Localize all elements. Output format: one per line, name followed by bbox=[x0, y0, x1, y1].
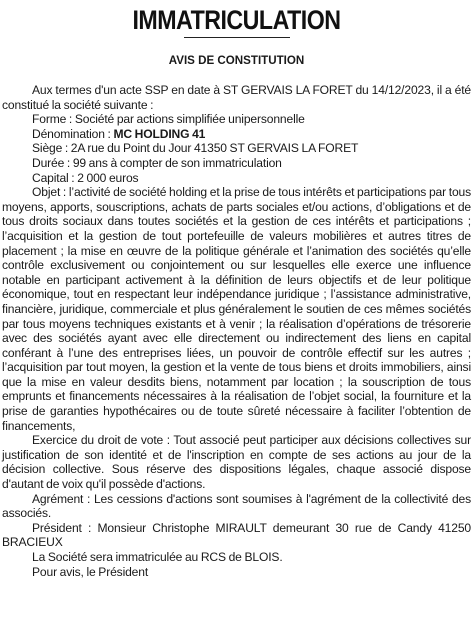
denomination-line bbox=[2, 127, 471, 142]
siege-line: Siège : 2A rue du Point du Jour 41350 ST GERVAIS LA FORET bbox=[32, 141, 359, 156]
heading-underline bbox=[184, 37, 290, 38]
company-name: MC HOLDING 41 bbox=[113, 126, 206, 141]
notice-body bbox=[2, 83, 471, 579]
rcs-line: La Société sera immatriculée au RCS de BLOIS. bbox=[32, 550, 283, 564]
intro-paragraph: Aux termes d'un acte SSP en date à ST GERVAIS LA FORET du 14/12/2023, il a été constitué la société suivante : bbox=[2, 83, 471, 112]
duree-line: Durée : 99 ans à compter de son immatriculation bbox=[32, 155, 282, 170]
objet-paragraph: Objet : l’activité de société holding et la prise de tous intérêts et participations par tous moyens, apports, souscriptions, achats de parts sociales et/ou actions, d’obligations et de tous droits sociaux dans toutes sociétés et la gestion de ces intérêts et participations ; l’acquisition et la gestion de tout portefeuille de valeurs mobilières et autres titres de placement ; la mise en œuvre de la politique générale et l’animation des sociétés qu’elle contrôle exclusivement ou conjointement ou sur lesquelles elle exerce une influence notable en participant activement à la définition de leurs objectifs et de leur politique économique, tout en respectant leur indépendance juridique ; l’assistance administrative, financière, juridique, commerciale et plus généralement le soutien de ces mêmes sociétés par tous moyens techniques existants et à venir ; la réalisation d’opérations de trésorerie avec des sociétés ayant avec elle directement ou indirectement des liens en capital conférant à l’une des entreprises liées, un pouvoir de contrôle effectif sur les autres ; l’acquisition par tout moyen, la gestion et la vente de tous biens et droits immobiliers, ainsi que la mise en valeur desdits biens, notamment par location ; la souscription de tous emprunts et financements nécessaires à la réalisation de l’objet social, la fourniture et la prise de garanties hypothécaires ou de toute sûreté nécessaire à faciliter l’obtention de financements, bbox=[2, 185, 471, 433]
capital-line: Capital : 2 000 euros bbox=[32, 170, 139, 185]
section-heading: IMMATRICULATION bbox=[132, 5, 341, 35]
vote-paragraph: Exercice du droit de vote : Tout associé peut participer aux décisions collectives sur justification de son identité et de l'inscription en compte de ses actions au jour de la décision collective. Sous réserve des dispositions légales, chaque associé dispose d'autant de voix qu'il possède d'actions. bbox=[2, 433, 471, 492]
notice-title: AVIS DE CONSTITUTION bbox=[168, 53, 305, 67]
agrement-paragraph: Agrément : Les cessions d'actions sont soumises à l'agrément de la collectivité des associés. bbox=[2, 491, 471, 521]
forme-line: Forme : Société par actions simplifiée unipersonnelle bbox=[32, 112, 305, 127]
closing-line: Pour avis, le Président bbox=[32, 564, 149, 579]
denomination-label: Dénomination : bbox=[32, 126, 114, 141]
president-paragraph: Président : Monsieur Christophe MIRAULT demeurant 30 rue de Candy 41250 BRACIEUX bbox=[2, 520, 471, 550]
